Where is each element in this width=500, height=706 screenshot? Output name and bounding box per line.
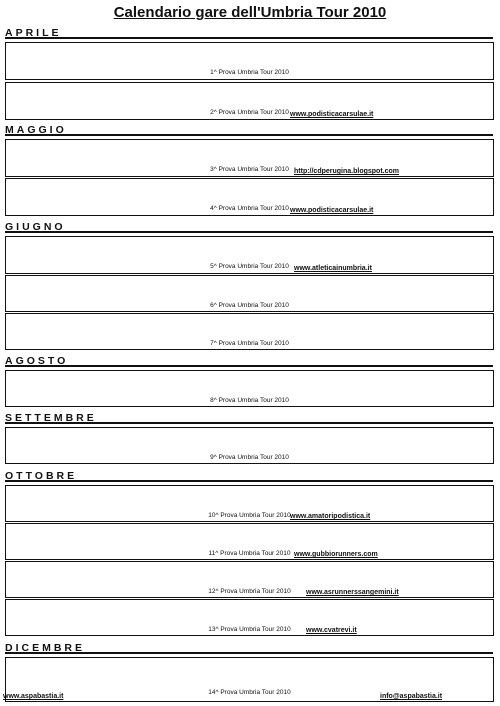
race-stage: 14^ Prova Umbria Tour 2010 xyxy=(208,689,291,696)
race-website[interactable]: www.asrunnerssangemini.it xyxy=(306,589,399,596)
month-header-maggio: MAGGIO xyxy=(5,124,493,136)
race-website[interactable]: www.podisticacarsulae.it xyxy=(290,111,374,118)
month-header-aprile: APRILE xyxy=(5,27,493,39)
race-entry xyxy=(5,82,494,120)
race-stage: 11^ Prova Umbria Tour 2010 xyxy=(208,550,291,557)
page-title: Calendario gare dell'Umbria Tour 2010 xyxy=(113,4,387,21)
race-website[interactable]: www.gubbiorunners.com xyxy=(294,551,378,558)
race-website[interactable]: www.amatoripodistica.it xyxy=(290,513,371,520)
race-stage: 7^ Prova Umbria Tour 2010 xyxy=(210,340,289,347)
race-stage: 9^ Prova Umbria Tour 2010 xyxy=(210,454,289,461)
race-entry xyxy=(5,313,494,350)
month-header-giugno: GIUGNO xyxy=(5,221,493,233)
race-stage: 13^ Prova Umbria Tour 2010 xyxy=(208,626,291,633)
race-website[interactable]: http://cdperugina.blogspot.com xyxy=(294,168,399,175)
race-stage: 10^ Prova Umbria Tour 2010 xyxy=(208,512,291,519)
race-entry xyxy=(5,178,494,216)
month-header-dicembre: DICEMBRE xyxy=(5,642,493,654)
race-entry xyxy=(5,370,494,407)
month-header-agosto: AGOSTO xyxy=(5,355,493,367)
race-stage: 3^ Prova Umbria Tour 2010 xyxy=(210,166,289,173)
race-stage: 8^ Prova Umbria Tour 2010 xyxy=(210,397,289,404)
race-entry xyxy=(5,275,494,312)
race-stage: 1^ Prova Umbria Tour 2010 xyxy=(210,69,289,76)
race-email[interactable]: info@aspabastia.it xyxy=(380,693,443,700)
race-website[interactable]: www.cvatrevi.it xyxy=(306,627,357,634)
race-website[interactable]: www.atleticainumbria.it xyxy=(294,265,372,272)
month-header-settembre: SETTEMBRE xyxy=(5,412,493,424)
race-entry xyxy=(5,657,494,702)
race-stage: 12^ Prova Umbria Tour 2010 xyxy=(208,588,291,595)
race-stage: 5^ Prova Umbria Tour 2010 xyxy=(210,263,289,270)
race-stage: 2^ Prova Umbria Tour 2010 xyxy=(210,109,289,116)
race-website[interactable]: www.aspabastia.it xyxy=(3,693,64,700)
race-entry xyxy=(5,42,494,80)
race-entry xyxy=(5,236,494,274)
race-entry xyxy=(5,427,494,464)
race-stage: 6^ Prova Umbria Tour 2010 xyxy=(210,302,289,309)
race-entry xyxy=(5,139,494,177)
race-entry xyxy=(5,561,494,598)
month-header-ottobre: OTTOBRE xyxy=(5,470,493,482)
race-entry xyxy=(5,485,494,522)
race-website[interactable]: www.podisticacarsulae.it xyxy=(290,207,374,214)
race-stage: 4^ Prova Umbria Tour 2010 xyxy=(210,205,289,212)
race-entry xyxy=(5,599,494,636)
race-entry xyxy=(5,523,494,560)
